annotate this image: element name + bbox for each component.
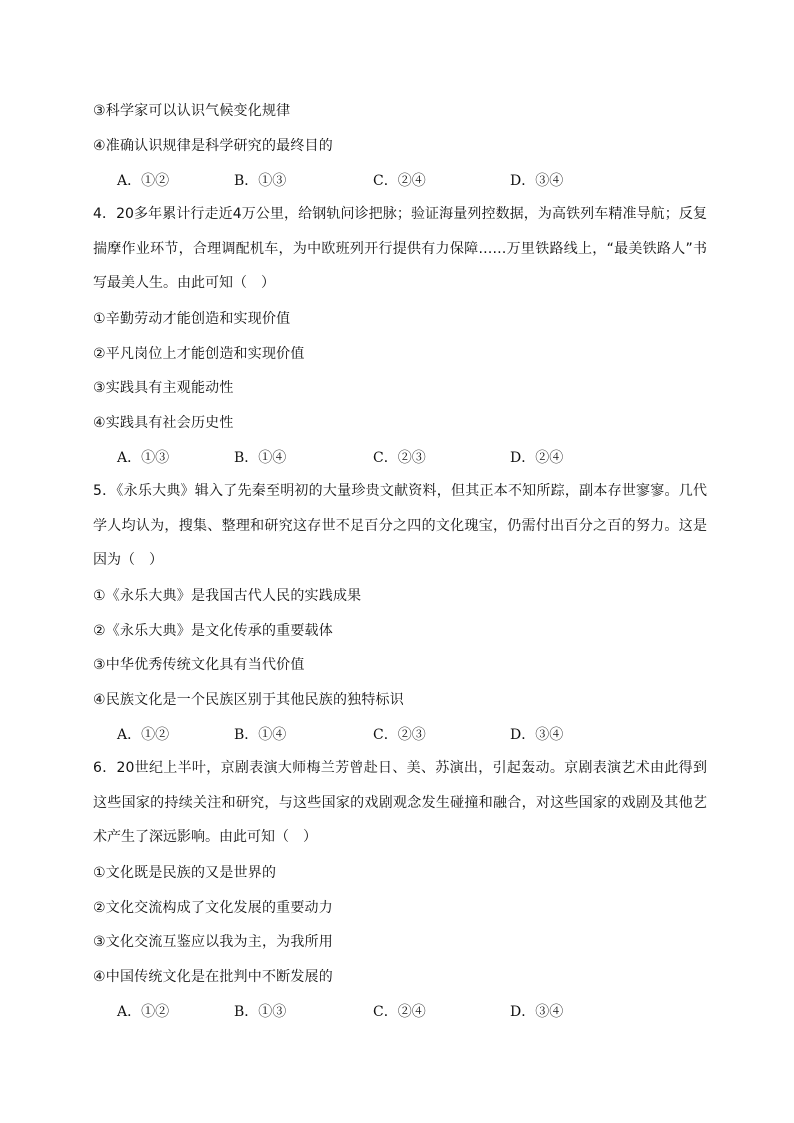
q4-choices (93, 448, 707, 468)
q5-option-1: ①《永乐大典》是我国古代人民的实践成果 (93, 588, 362, 604)
q3-option-4: ④准确认识规律是科学研究的最终目的 (93, 138, 333, 154)
q4-choice-c: C．②③ (373, 450, 426, 466)
q4-choice-a: A．①③ (117, 450, 170, 466)
q3-choice-a: A．①② (117, 173, 170, 189)
q4-choice-b: B．①④ (234, 450, 287, 466)
q4-stem: 4．20多年累计行走近4万公里，给钢轨问诊把脉；验证海量列控数据，为高铁列车精准导航；反复揣摩作业环节，合理调配机车，为中欧班列开行提供有力保障……万里铁路线上，“最美铁路人”书写最美人生。由此可知（ ） (93, 206, 707, 291)
q5-stem: 5．《永乐大典》辑入了先秦至明初的大量珍贵文献资料，但其正本不知所踪，副本存世寥寥。几代学人均认为，搜集、整理和研究这存世不足百分之四的文化瑰宝，仍需付出百分之百的努力。这是因为（ ） (93, 483, 707, 568)
q3-option-3: ③科学家可以认识气候变化规律 (93, 103, 291, 119)
q4-option-4: ④实践具有社会历史性 (93, 415, 234, 431)
q3-choices (93, 171, 707, 191)
q5-choices (93, 725, 707, 745)
q5-choice-d: D．③④ (510, 727, 564, 743)
q5-choice-b: B．①④ (234, 727, 287, 743)
q4-option-2: ②平凡岗位上才能创造和实现价值 (93, 346, 305, 362)
q6-choice-a: A．①② (117, 1004, 170, 1020)
q5-choice-c: C．②③ (373, 727, 426, 743)
q6-option-1: ①文化既是民族的又是世界的 (93, 865, 277, 881)
q6-option-2: ②文化交流构成了文化发展的重要动力 (93, 900, 333, 916)
q5-choice-a: A．①② (117, 727, 170, 743)
q3-choice-b: B．①③ (234, 173, 287, 189)
q4-option-1: ①辛勤劳动才能创造和实现价值 (93, 311, 291, 327)
q5-option-3: ③中华优秀传统文化具有当代价值 (93, 657, 305, 673)
q6-stem: 6．20世纪上半叶，京剧表演大师梅兰芳曾赴日、美、苏演出，引起轰动。京剧表演艺术由此得到这些国家的持续关注和研究，与这些国家的戏剧观念发生碰撞和融合，对这些国家的戏剧及其他艺术产生了深远影响。由此可知（ ） (93, 760, 707, 845)
q6-choice-b: B．①③ (234, 1004, 287, 1020)
q3-choice-c: C．②④ (373, 173, 426, 189)
q5-option-2: ②《永乐大典》是文化传承的重要载体 (93, 623, 333, 639)
q3-choice-d: D．③④ (510, 173, 564, 189)
q5-option-4: ④民族文化是一个民族区别于其他民族的独特标识 (93, 692, 404, 708)
q4-option-3: ③实践具有主观能动性 (93, 380, 234, 396)
q6-option-4: ④中国传统文化是在批判中不断发展的 (93, 969, 333, 985)
q4-choice-d: D．②④ (510, 450, 564, 466)
q6-choice-c: C．②④ (373, 1004, 426, 1020)
q6-option-3: ③文化交流互鉴应以我为主，为我所用 (93, 934, 333, 950)
q6-choices (93, 1002, 707, 1022)
q6-choice-d: D．③④ (510, 1004, 564, 1020)
